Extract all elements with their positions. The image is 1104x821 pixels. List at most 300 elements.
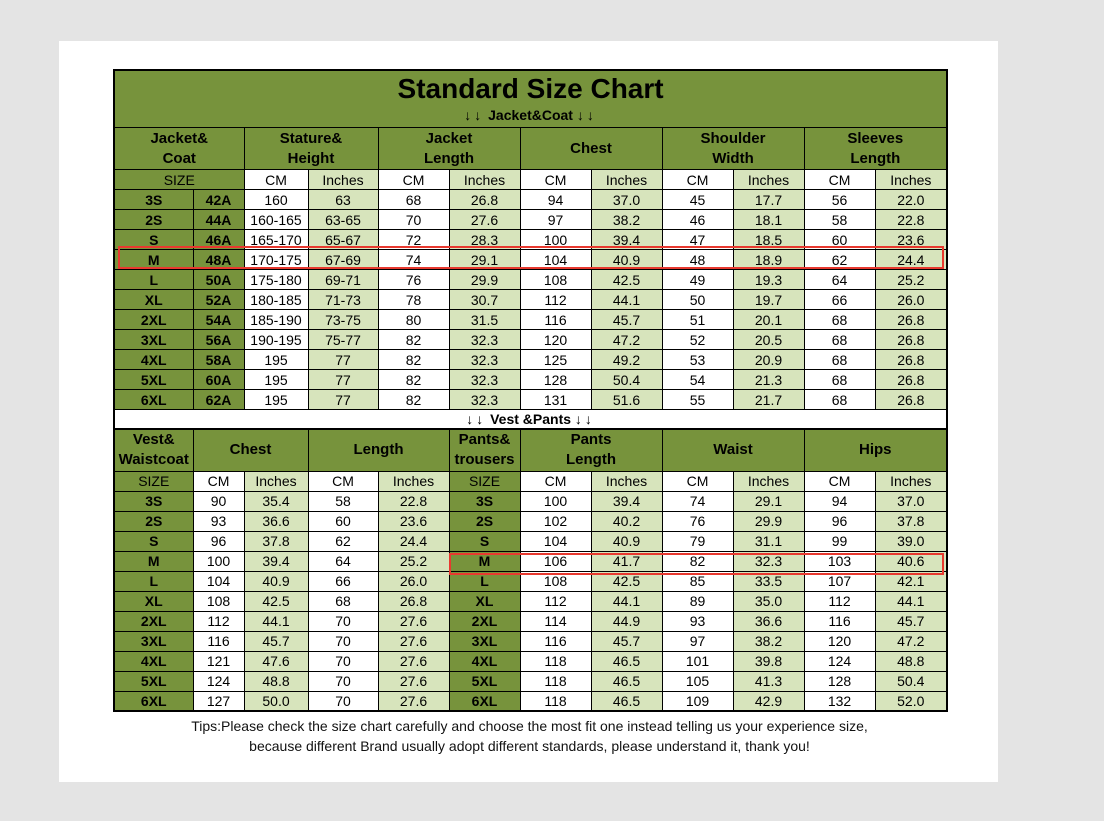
size-cell: 62A	[193, 390, 244, 410]
table-cell: 33.5	[733, 571, 804, 591]
table-cell: 97	[662, 631, 733, 651]
table-cell: 40.9	[591, 250, 662, 270]
table-cell: 74	[378, 250, 449, 270]
table-cell: 45.7	[591, 310, 662, 330]
table-cell: 100	[193, 551, 244, 571]
table-cell: 18.9	[733, 250, 804, 270]
table-cell: 36.6	[244, 511, 308, 531]
table-cell: 32.3	[449, 390, 520, 410]
table-cell: 108	[520, 571, 591, 591]
table-cell: 39.4	[244, 551, 308, 571]
table-cell: 26.8	[378, 591, 449, 611]
size-cell: 6XL	[449, 691, 520, 711]
table-cell: 53	[662, 350, 733, 370]
table-row	[114, 491, 947, 511]
table-cell: 42.5	[591, 571, 662, 591]
table-cell: 44.1	[875, 591, 947, 611]
unit-inches: Inches	[591, 170, 662, 190]
table-cell: 27.6	[378, 691, 449, 711]
table-cell: 38.2	[733, 631, 804, 651]
unit-cm: CM	[520, 471, 591, 491]
table-cell: 170-175	[244, 250, 308, 270]
table-cell: 23.6	[378, 511, 449, 531]
size-label: SIZE	[449, 471, 520, 491]
table-row	[114, 350, 947, 370]
table-cell: 116	[520, 631, 591, 651]
table-cell: 32.3	[733, 551, 804, 571]
table-cell: 26.0	[378, 571, 449, 591]
chart-title: Standard Size Chart	[397, 73, 664, 104]
table-cell: 54	[662, 370, 733, 390]
table-cell: 68	[804, 390, 875, 410]
table-cell: 82	[378, 390, 449, 410]
table-cell: 116	[520, 310, 591, 330]
table-cell: 46.5	[591, 691, 662, 711]
size-cell: 4XL	[449, 651, 520, 671]
size-cell: 3S	[114, 190, 193, 210]
tips-line-2: because different Brand usually adopt different standards, please understand it, thank you!	[249, 738, 810, 754]
table-cell: 195	[244, 370, 308, 390]
table-row	[114, 210, 947, 230]
table-cell: 42.5	[591, 270, 662, 290]
table-cell: 70	[308, 651, 378, 671]
table-cell: 67-69	[308, 250, 378, 270]
table-cell: 55	[662, 390, 733, 410]
table-cell: 41.7	[591, 551, 662, 571]
tips-text	[113, 716, 946, 756]
size-cell: M	[449, 551, 520, 571]
size-cell: 3XL	[114, 631, 193, 651]
unit-inches: Inches	[244, 471, 308, 491]
table-cell: 79	[662, 531, 733, 551]
table-cell: 85	[662, 571, 733, 591]
table-cell: 66	[804, 290, 875, 310]
size-cell: 58A	[193, 350, 244, 370]
size-cell: 48A	[193, 250, 244, 270]
size-cell: 5XL	[114, 370, 193, 390]
size-cell: M	[114, 250, 193, 270]
table-cell: 101	[662, 651, 733, 671]
table-cell: 18.1	[733, 210, 804, 230]
table-cell: 29.9	[449, 270, 520, 290]
table-cell: 125	[520, 350, 591, 370]
table-cell: 46.5	[591, 671, 662, 691]
table-cell: 77	[308, 350, 378, 370]
table-cell: 108	[520, 270, 591, 290]
header-jacket-coat: Jacket& Coat	[114, 128, 244, 170]
header-hips: Hips	[804, 429, 947, 471]
table-cell: 20.5	[733, 330, 804, 350]
table-cell: 195	[244, 390, 308, 410]
unit-inches: Inches	[733, 170, 804, 190]
table-cell: 58	[804, 210, 875, 230]
size-cell: 2XL	[449, 611, 520, 631]
size-cell: 3XL	[449, 631, 520, 651]
table-row	[114, 511, 947, 531]
table-cell: 35.4	[244, 491, 308, 511]
table-cell: 116	[804, 611, 875, 631]
size-cell: 5XL	[449, 671, 520, 691]
table-cell: 100	[520, 491, 591, 511]
size-cell: 3S	[114, 491, 193, 511]
size-cell: XL	[449, 591, 520, 611]
table-cell: 24.4	[378, 531, 449, 551]
table-cell: 44.1	[244, 611, 308, 631]
table-cell: 21.3	[733, 370, 804, 390]
table-cell: 26.8	[875, 330, 947, 350]
table-cell: 118	[520, 651, 591, 671]
table-cell: 29.1	[733, 491, 804, 511]
table-row	[114, 270, 947, 290]
table-cell: 26.8	[875, 370, 947, 390]
table-cell: 45.7	[244, 631, 308, 651]
table-cell: 74	[662, 491, 733, 511]
size-cell: 2XL	[114, 310, 193, 330]
size-cell: 3S	[449, 491, 520, 511]
table-cell: 70	[308, 691, 378, 711]
size-cell: 6XL	[114, 691, 193, 711]
unit-inches: Inches	[449, 170, 520, 190]
table-row	[114, 551, 947, 571]
table-cell: 80	[378, 310, 449, 330]
table-cell: 132	[804, 691, 875, 711]
units-row	[114, 471, 947, 491]
size-cell: M	[114, 551, 193, 571]
table-cell: 99	[804, 531, 875, 551]
table-cell: 82	[378, 370, 449, 390]
header-waist: Waist	[662, 429, 804, 471]
table-cell: 50	[662, 290, 733, 310]
unit-inches: Inches	[591, 471, 662, 491]
table-cell: 104	[193, 571, 244, 591]
size-cell: 5XL	[114, 671, 193, 691]
size-cell: S	[114, 531, 193, 551]
header-pants-length: Pants Length	[520, 429, 662, 471]
table-cell: 45	[662, 190, 733, 210]
table-cell: 27.6	[378, 651, 449, 671]
unit-cm: CM	[378, 170, 449, 190]
table-cell: 104	[520, 250, 591, 270]
table-cell: 22.8	[378, 491, 449, 511]
table-row	[114, 230, 947, 250]
table-cell: 70	[308, 631, 378, 651]
table-cell: 97	[520, 210, 591, 230]
table-cell: 19.3	[733, 270, 804, 290]
units-row	[114, 170, 947, 190]
table-cell: 39.4	[591, 491, 662, 511]
table-cell: 22.8	[875, 210, 947, 230]
size-label: SIZE	[114, 471, 193, 491]
table-cell: 64	[804, 270, 875, 290]
size-cell: 2S	[114, 210, 193, 230]
table-cell: 77	[308, 390, 378, 410]
table-cell: 40.6	[875, 551, 947, 571]
table-cell: 70	[308, 671, 378, 691]
table-cell: 64	[308, 551, 378, 571]
table-cell: 128	[804, 671, 875, 691]
table-cell: 36.6	[733, 611, 804, 631]
table-cell: 42.5	[244, 591, 308, 611]
size-cell: 6XL	[114, 390, 193, 410]
unit-inches: Inches	[875, 471, 947, 491]
size-cell: L	[449, 571, 520, 591]
table-cell: 19.7	[733, 290, 804, 310]
table-cell: 78	[378, 290, 449, 310]
table-row	[114, 571, 947, 591]
table-row	[114, 671, 947, 691]
size-cell: 2S	[114, 511, 193, 531]
table-cell: 72	[378, 230, 449, 250]
table-cell: 56	[804, 190, 875, 210]
header-shoulder-width: Shoulder Width	[662, 128, 804, 170]
table-cell: 82	[662, 551, 733, 571]
size-cell: 44A	[193, 210, 244, 230]
table-row	[114, 651, 947, 671]
table-cell: 48.8	[244, 671, 308, 691]
table-cell: 175-180	[244, 270, 308, 290]
size-cell: S	[114, 230, 193, 250]
arrow-down-icon: ↓↓	[464, 107, 485, 123]
table-row	[114, 611, 947, 631]
table-cell: 76	[662, 511, 733, 531]
unit-cm: CM	[244, 170, 308, 190]
table-cell: 46	[662, 210, 733, 230]
table-row	[114, 310, 947, 330]
size-cell: 4XL	[114, 651, 193, 671]
table-cell: 109	[662, 691, 733, 711]
table-cell: 94	[520, 190, 591, 210]
size-cell: L	[114, 270, 193, 290]
table-cell: 124	[804, 651, 875, 671]
table-cell: 58	[308, 491, 378, 511]
table-cell: 48	[662, 250, 733, 270]
table-cell: 44.1	[591, 591, 662, 611]
header-chest: Chest	[520, 128, 662, 170]
table-cell: 32.3	[449, 350, 520, 370]
table-cell: 20.1	[733, 310, 804, 330]
size-cell: 2XL	[114, 611, 193, 631]
unit-cm: CM	[662, 471, 733, 491]
table-cell: 116	[193, 631, 244, 651]
table-cell: 165-170	[244, 230, 308, 250]
table-cell: 77	[308, 370, 378, 390]
table-cell: 21.7	[733, 390, 804, 410]
table-cell: 32.3	[449, 330, 520, 350]
table-cell: 60	[308, 511, 378, 531]
size-cell: 42A	[193, 190, 244, 210]
table-cell: 114	[520, 611, 591, 631]
unit-inches: Inches	[875, 170, 947, 190]
table-cell: 30.7	[449, 290, 520, 310]
table-cell: 68	[804, 370, 875, 390]
table-cell: 48.8	[875, 651, 947, 671]
header-stature-height: Stature& Height	[244, 128, 378, 170]
table-cell: 75-77	[308, 330, 378, 350]
table-cell: 17.7	[733, 190, 804, 210]
size-cell: 50A	[193, 270, 244, 290]
size-cell: 3XL	[114, 330, 193, 350]
table-cell: 46.5	[591, 651, 662, 671]
unit-cm: CM	[804, 170, 875, 190]
table-row	[114, 370, 947, 390]
table-cell: 89	[662, 591, 733, 611]
table-cell: 195	[244, 350, 308, 370]
table-cell: 185-190	[244, 310, 308, 330]
table-cell: 131	[520, 390, 591, 410]
table-cell: 29.9	[733, 511, 804, 531]
table-cell: 93	[662, 611, 733, 631]
table-cell: 70	[378, 210, 449, 230]
table-cell: 52	[662, 330, 733, 350]
table-cell: 68	[308, 591, 378, 611]
unit-cm: CM	[520, 170, 591, 190]
table-cell: 29.1	[449, 250, 520, 270]
table-cell: 160	[244, 190, 308, 210]
table-cell: 160-165	[244, 210, 308, 230]
table-cell: 94	[804, 491, 875, 511]
table-cell: 63-65	[308, 210, 378, 230]
table-cell: 40.9	[591, 531, 662, 551]
table-cell: 66	[308, 571, 378, 591]
table-cell: 24.4	[875, 250, 947, 270]
jacket-rows	[114, 190, 947, 410]
table-cell: 82	[378, 330, 449, 350]
header-jacket-length: Jacket Length	[378, 128, 520, 170]
table-cell: 96	[193, 531, 244, 551]
table-cell: 26.0	[875, 290, 947, 310]
unit-cm: CM	[662, 170, 733, 190]
table-row	[114, 250, 947, 270]
table-cell: 63	[308, 190, 378, 210]
table-row	[114, 390, 947, 410]
unit-inches: Inches	[308, 170, 378, 190]
table-cell: 31.1	[733, 531, 804, 551]
table-cell: 31.5	[449, 310, 520, 330]
size-cell: 56A	[193, 330, 244, 350]
table-cell: 76	[378, 270, 449, 290]
table-cell: 112	[804, 591, 875, 611]
table-cell: 27.6	[378, 671, 449, 691]
table-row	[114, 330, 947, 350]
table-cell: 37.0	[591, 190, 662, 210]
arrow-down-icon: ↓↓	[466, 411, 487, 428]
table-cell: 180-185	[244, 290, 308, 310]
table-cell: 38.2	[591, 210, 662, 230]
table-cell: 22.0	[875, 190, 947, 210]
table-cell: 105	[662, 671, 733, 691]
table-cell: 127	[193, 691, 244, 711]
table-cell: 27.6	[378, 611, 449, 631]
table-cell: 45.7	[875, 611, 947, 631]
table-cell: 120	[520, 330, 591, 350]
chart-title-cell	[114, 70, 947, 128]
table-cell: 70	[308, 611, 378, 631]
table-cell: 51.6	[591, 390, 662, 410]
unit-cm: CM	[193, 471, 244, 491]
table-cell: 20.9	[733, 350, 804, 370]
table-cell: 108	[193, 591, 244, 611]
size-cell: 60A	[193, 370, 244, 390]
table-cell: 62	[308, 531, 378, 551]
table-cell: 90	[193, 491, 244, 511]
tips-line-1: Tips:Please check the size chart carefully and choose the most fit one instead telling us your experience size,	[191, 718, 868, 734]
table-cell: 45.7	[591, 631, 662, 651]
table-cell: 35.0	[733, 591, 804, 611]
header-vest-waistcoat: Vest& Waistcoat	[114, 429, 193, 471]
jacket-subtitle-text: Jacket&Coat	[488, 107, 573, 123]
table-cell: 40.9	[244, 571, 308, 591]
header-sleeves-length: Sleeves Length	[804, 128, 947, 170]
header-vest-length: Length	[308, 429, 449, 471]
table-cell: 112	[520, 290, 591, 310]
table-cell: 52.0	[875, 691, 947, 711]
table-cell: 42.1	[875, 571, 947, 591]
table-cell: 106	[520, 551, 591, 571]
vest-section-subtitle	[114, 410, 947, 430]
table-cell: 26.8	[875, 350, 947, 370]
vest-subtitle-text: Vest &Pants	[490, 411, 572, 428]
unit-inches: Inches	[378, 471, 449, 491]
table-cell: 69-71	[308, 270, 378, 290]
table-cell: 27.6	[378, 631, 449, 651]
table-cell: 37.8	[875, 511, 947, 531]
table-cell: 112	[193, 611, 244, 631]
header-vest-chest: Chest	[193, 429, 308, 471]
table-cell: 50.4	[875, 671, 947, 691]
size-label: SIZE	[114, 170, 244, 190]
table-cell: 73-75	[308, 310, 378, 330]
table-cell: 96	[804, 511, 875, 531]
size-cell: 54A	[193, 310, 244, 330]
table-cell: 41.3	[733, 671, 804, 691]
table-cell: 128	[520, 370, 591, 390]
table-cell: 18.5	[733, 230, 804, 250]
table-cell: 47.6	[244, 651, 308, 671]
table-row	[114, 691, 947, 711]
table-cell: 82	[378, 350, 449, 370]
unit-cm: CM	[804, 471, 875, 491]
table-cell: 47.2	[875, 631, 947, 651]
table-cell: 60	[804, 230, 875, 250]
table-cell: 32.3	[449, 370, 520, 390]
table-cell: 65-67	[308, 230, 378, 250]
table-cell: 103	[804, 551, 875, 571]
size-cell: 4XL	[114, 350, 193, 370]
table-cell: 107	[804, 571, 875, 591]
table-cell: 44.1	[591, 290, 662, 310]
table-cell: 47.2	[591, 330, 662, 350]
size-cell: 52A	[193, 290, 244, 310]
table-cell: 68	[378, 190, 449, 210]
arrow-down-icon: ↓↓	[576, 107, 597, 123]
table-cell: 25.2	[875, 270, 947, 290]
table-cell: 68	[804, 350, 875, 370]
table-row	[114, 631, 947, 651]
table-row	[114, 190, 947, 210]
table-cell: 40.2	[591, 511, 662, 531]
table-cell: 39.0	[875, 531, 947, 551]
table-cell: 49.2	[591, 350, 662, 370]
table-cell: 120	[804, 631, 875, 651]
table-cell: 68	[804, 330, 875, 350]
table-cell: 28.3	[449, 230, 520, 250]
table-cell: 102	[520, 511, 591, 531]
table-cell: 190-195	[244, 330, 308, 350]
table-cell: 68	[804, 310, 875, 330]
table-row	[114, 591, 947, 611]
vest-pants-size-table	[113, 428, 948, 712]
table-cell: 62	[804, 250, 875, 270]
